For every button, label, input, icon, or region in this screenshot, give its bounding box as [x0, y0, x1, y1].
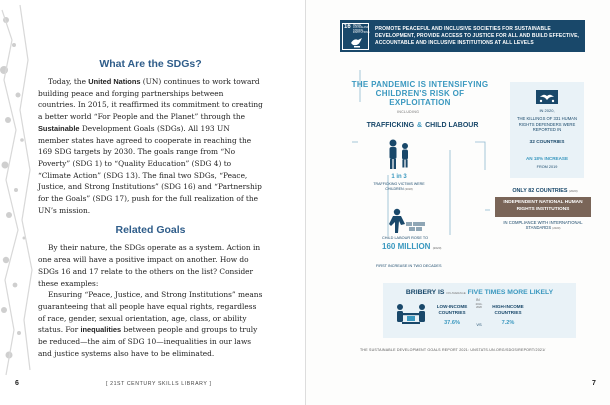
panel-2020-increase: AN 18% INCREASE	[525, 156, 569, 161]
high-income-label: HIGH-INCOME COUNTRIES	[492, 304, 524, 315]
para1-text-a: Today, the	[48, 77, 89, 86]
left-page-body	[38, 58, 263, 359]
panel-2020-countries: 32 COUNTRIES	[529, 140, 565, 145]
heading-what-are-sdgs: What Are the SDGs?	[99, 58, 202, 70]
footer-series	[0, 378, 305, 390]
panel-2020-from: FROM 2019	[536, 165, 558, 169]
child-labour-number	[382, 242, 441, 251]
para3-text-a: Ensuring “Peace, Justice, and Strong Institutions” means guaranteeing that all people have equal rights, regardless of race, gender, sexual orientation, age, class, or ability status. For	[38, 290, 263, 335]
bribery-year-note: 2014-2020	[475, 303, 483, 309]
bribery-handshake-icon	[394, 302, 428, 330]
paragraph-peace-justice	[38, 289, 263, 359]
including-label: INCLUDING	[397, 110, 420, 114]
trafficking-victims-label: TRAFFICKING VICTIMS WERE CHILDREN	[373, 182, 425, 191]
trafficking-label: TRAFFICKING	[366, 122, 415, 129]
dove-gavel-icon	[350, 37, 363, 49]
panel-2020-text: THE KILLINGS OF 331 HUMAN RIGHTS DEFENDERS WERE REPORTED IN	[516, 116, 578, 133]
footer-series-text: [ 21ST CENTURY SKILLS LIBRARY ]	[106, 381, 212, 387]
glossary-term-inequalities: inequalities	[80, 325, 122, 335]
first-increase-text: FIRST INCREASE IN TWO DECADES	[376, 264, 442, 268]
one-in-three-stat: 1 in 3	[391, 174, 407, 180]
compliance-label: IN COMPLIANCE WITH INTERNATIONAL STANDARDS	[503, 220, 583, 231]
only-82-countries	[500, 188, 590, 194]
trafficking-victims-year: (2018)	[404, 186, 413, 191]
ampersand: &	[417, 122, 423, 129]
children-figures-icon	[385, 138, 413, 172]
nhri-box: INDEPENDENT NATIONAL HUMAN RIGHTS INSTITUTIONS	[495, 197, 591, 217]
pandemic-title: THE PANDEMIC IS INTENSIFYING CHILDREN'S RISK OF EXPLOITATION	[351, 80, 489, 107]
child-labour-number-year: (2020)	[432, 246, 442, 250]
paragraph-sdgs-intro	[38, 76, 263, 216]
page-number-right: 7	[592, 380, 596, 387]
low-income-label: LOW-INCOME COUNTRIES	[436, 304, 468, 315]
paragraph-related-goals: By their nature, the SDGs operate as a system. Action in one area will have a positive impact on another. How do SDGs 16 and 17 relate to the others on the list? Consider these examples:	[38, 243, 261, 288]
bribery-qualifier: ON AVERAGE	[446, 291, 466, 295]
panel-2020-year: IN 2020,	[539, 108, 555, 113]
sdg16-banner-text: PROMOTE PEACEFUL AND INCLUSIVE SOCIETIES FOR SUSTAINABLE DEVELOPMENT, PROVIDE ACCESS TO JUSTICE FOR ALL AND BUILD EFFECTIVE, ACCOUNTABLE AND INCLUSIVE INSTITUTIONS AT ALL LEVELS	[375, 25, 580, 46]
sdg16-goal-icon	[342, 23, 369, 50]
bribery-label: BRIBERY IS	[405, 289, 445, 296]
bribery-in: IN	[476, 298, 480, 302]
low-income-value: 37.6%	[444, 320, 460, 326]
glossary-term-united-nations: United Nations	[88, 77, 141, 86]
goal-number: 16	[344, 23, 351, 30]
para1-text-b: (UN) continues to work toward building peace and forging partnerships between countries. In 2015, it reaffirmed its commitment to creating a better world “For People and the Planet” through the	[38, 77, 263, 122]
glossary-term-sustainable: Sustainable	[38, 123, 80, 133]
grunge-texture-decoration	[0, 0, 40, 380]
heading-related-goals: Related Goals	[115, 224, 186, 237]
source-citation: THE SUSTAINABLE DEVELOPMENT GOALS REPORT 2021: UNSTATS.UN.ORG/SDGS/REPORT/2021/	[360, 348, 546, 352]
child-labour-number-value: 160 MILLION	[382, 242, 431, 251]
para3-text-b: between people and groups to truly be reduced—the aim of SDG 10—inequalities in our laws and justice systems also have to be eliminated.	[38, 325, 258, 358]
only-82-countries-text: ONLY 82 COUNTRIES	[512, 188, 568, 194]
para1-text-c: Development Goals (SDGs). All 193 UN member states have agreed to cooperate in reaching the 169 SDG targets by 2030. The goals range from “No Poverty” (SDG 1) to “Quality Education” (SDG 4) to “Climate Action” (SDG 13). The final two SDGs, “Peace, Justice, and Strong Institutions” (SDG 16) and “Partnership for the Goals” (SDG 17), push for the full realization of the UN’s mission.	[38, 123, 262, 215]
trafficking-victims-text	[366, 182, 432, 191]
compliance-text	[495, 220, 591, 232]
compliance-year: (2020)	[552, 226, 561, 231]
bribery-highlight: FIVE TIMES MORE LIKELY	[467, 289, 554, 296]
trafficking-child-labour-row	[350, 122, 495, 129]
bribery-vs: VS	[476, 322, 482, 327]
goal-label: PEACE, JUSTICE AND STRONG INSTITUTIONS	[353, 23, 370, 35]
child-labour-icon	[388, 208, 426, 234]
sdg16-banner	[340, 20, 585, 52]
only-82-countries-year: (2020)	[568, 189, 578, 193]
child-labour-rose-text: CHILD LABOUR ROSE TO	[382, 236, 429, 240]
child-labour-label: CHILD LABOUR	[425, 122, 479, 129]
dove-figures-icon	[535, 88, 559, 106]
bribery-title	[383, 289, 576, 296]
page-number-left: 6	[15, 380, 19, 387]
high-income-value: 7.2%	[501, 320, 515, 326]
